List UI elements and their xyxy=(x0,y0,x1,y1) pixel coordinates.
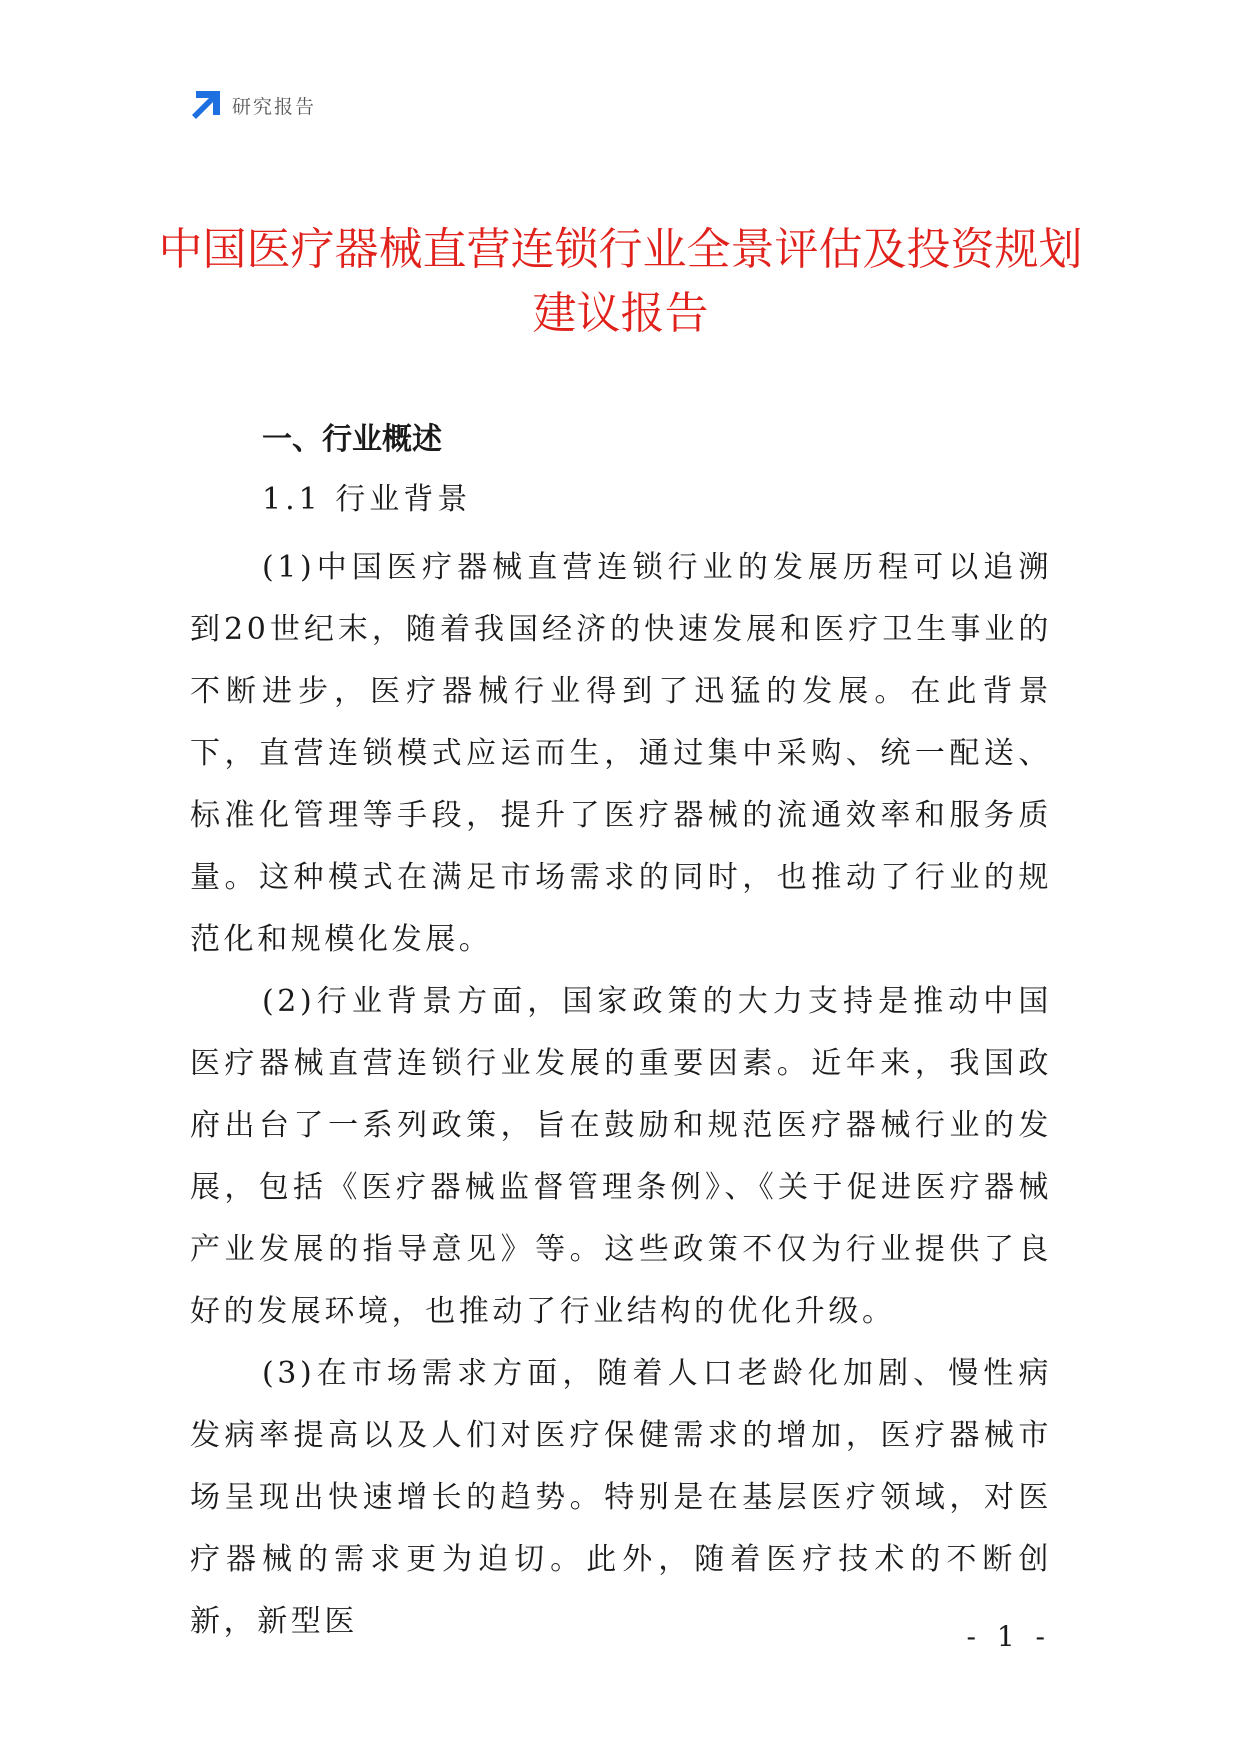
page-header xyxy=(190,88,316,122)
page-number: - 1 - xyxy=(966,1620,1051,1653)
paragraph-2: (2)行业背景方面，国家政策的大力支持是推动中国医疗器械直营连锁行业发展的重要因素。近年来，我国政府出台了一系列政策，旨在鼓励和规范医疗器械行业的发展，包括《医疗器械监督管理条例》、《关于促进医疗器械产业发展的指导意见》等。这些政策不仅为行业提供了良好的发展环境，也推动了行业结构的优化升级。 xyxy=(190,984,1052,1329)
paragraph-1: (1)中国医疗器械直营连锁行业的发展历程可以追溯到20世纪末，随着我国经济的快速发展和医疗卫生事业的不断进步，医疗器械行业得到了迅猛的发展。在此背景下，直营连锁模式应运而生，通过集中采购、统一配送、标准化管理等手段，提升了医疗器械的流通效率和服务质量。这种模式在满足市场需求的同时，也推动了行业的规范化和规模化发展。 xyxy=(190,550,1052,957)
paragraph-3: (3)在市场需求方面，随着人口老龄化加剧、慢性病发病率提高以及人们对医疗保健需求的增加，医疗器械市场呈现出快速增长的趋势。特别是在基层医疗领域，对医疗器械的需求更为迫切。此外，随着医疗技术的不断创新，新型医 xyxy=(190,1356,1052,1639)
arrow-up-right-icon xyxy=(190,89,222,121)
section-heading: 一、行业概述 xyxy=(262,422,442,457)
subsection-heading: 1.1 行业背景 xyxy=(262,482,472,517)
report-title: 中国医疗器械直营连锁行业全景评估及投资规划建议报告 xyxy=(158,224,1083,339)
body-text xyxy=(190,537,1052,1653)
header-label: 研究报告 xyxy=(232,95,317,118)
